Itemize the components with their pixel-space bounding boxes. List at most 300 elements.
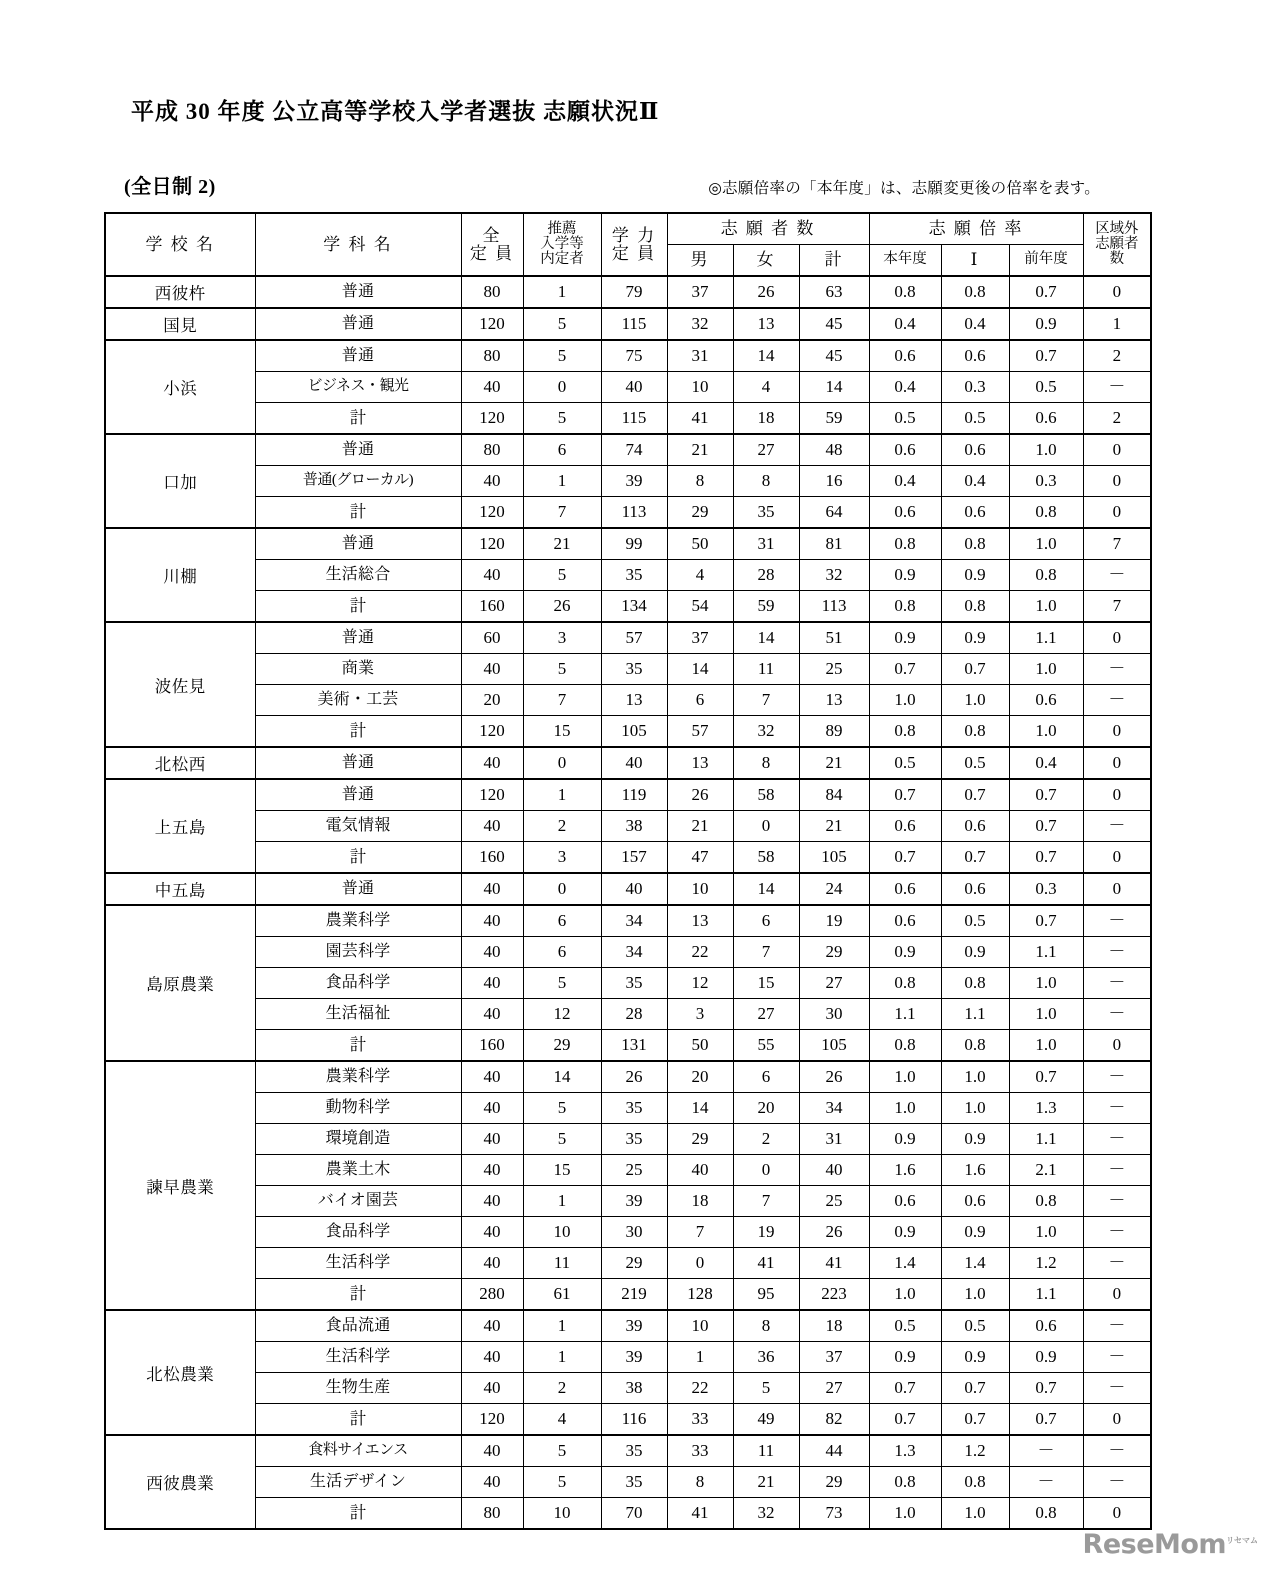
cell-r-one: 0.9 bbox=[941, 937, 1009, 968]
th-male: 男 bbox=[667, 245, 733, 277]
total-cell-male: 128 bbox=[667, 1279, 733, 1311]
cell-total: 120 bbox=[461, 528, 523, 560]
cell-r-now: 1.1 bbox=[869, 999, 941, 1030]
table-row bbox=[105, 811, 1151, 842]
cell-total: 40 bbox=[461, 1435, 523, 1467]
cell-sum: 25 bbox=[799, 654, 869, 685]
cell-r-prev: 1.0 bbox=[1009, 654, 1083, 685]
cell-r-prev: 1.0 bbox=[1009, 528, 1083, 560]
total-cell-sum: 59 bbox=[799, 403, 869, 435]
total-cell-academic: 157 bbox=[601, 842, 667, 874]
cell-r-prev: 0.7 bbox=[1009, 779, 1083, 811]
cell-male: 10 bbox=[667, 873, 733, 905]
cell-sum: 27 bbox=[799, 968, 869, 999]
cell-total: 40 bbox=[461, 1467, 523, 1498]
cell-recommend: 1 bbox=[523, 1310, 601, 1342]
department-name-cell: 農業科学 bbox=[255, 1061, 461, 1093]
total-cell-r-one: 0.7 bbox=[941, 1404, 1009, 1436]
cell-academic: 115 bbox=[601, 308, 667, 340]
total-cell-r-now: 1.0 bbox=[869, 1279, 941, 1311]
cell-female: 31 bbox=[733, 528, 799, 560]
th-outside-line1: 区域外 bbox=[1095, 220, 1139, 237]
cell-r-now: 1.6 bbox=[869, 1155, 941, 1186]
cell-recommend: 15 bbox=[523, 1155, 601, 1186]
cell-r-one: 0.6 bbox=[941, 434, 1009, 466]
table-row bbox=[105, 747, 1151, 779]
cell-male: 37 bbox=[667, 622, 733, 654]
department-name-cell: 普通 bbox=[255, 276, 461, 308]
total-cell-total: 280 bbox=[461, 1279, 523, 1311]
cell-recommend: 5 bbox=[523, 340, 601, 372]
cell-r-one: 1.0 bbox=[941, 685, 1009, 716]
cell-total: 60 bbox=[461, 622, 523, 654]
total-cell-female: 35 bbox=[733, 497, 799, 529]
cell-recommend: 6 bbox=[523, 905, 601, 937]
cell-r-one: 0.9 bbox=[941, 1217, 1009, 1248]
cell-r-prev: 1.0 bbox=[1009, 968, 1083, 999]
total-cell-outside: 0 bbox=[1083, 716, 1151, 748]
cell-sum: 13 bbox=[799, 685, 869, 716]
table-row bbox=[105, 1373, 1151, 1404]
cell-recommend: 5 bbox=[523, 1467, 601, 1498]
cell-recommend: 2 bbox=[523, 811, 601, 842]
cell-academic: 28 bbox=[601, 999, 667, 1030]
total-cell-total: 120 bbox=[461, 497, 523, 529]
cell-r-now: 0.6 bbox=[869, 434, 941, 466]
total-cell-r-prev: 0.7 bbox=[1009, 842, 1083, 874]
department-name-cell: 農業科学 bbox=[255, 905, 461, 937]
cell-outside: － bbox=[1083, 1217, 1151, 1248]
cell-sum: 21 bbox=[799, 747, 869, 779]
cell-sum: 19 bbox=[799, 905, 869, 937]
cell-r-now: 0.9 bbox=[869, 622, 941, 654]
total-cell-outside: 0 bbox=[1083, 497, 1151, 529]
cell-r-prev: 0.7 bbox=[1009, 276, 1083, 308]
total-cell-male: 50 bbox=[667, 1030, 733, 1062]
cell-r-one: 0.4 bbox=[941, 308, 1009, 340]
total-cell-total: 120 bbox=[461, 403, 523, 435]
cell-total: 40 bbox=[461, 1186, 523, 1217]
school-name-label: 北松農業 bbox=[146, 1364, 215, 1384]
th-outside-line2: 志願者 bbox=[1095, 235, 1139, 252]
school-name-cell bbox=[105, 622, 255, 747]
cell-sum: 25 bbox=[799, 1186, 869, 1217]
cell-sum: 29 bbox=[799, 937, 869, 968]
cell-outside: － bbox=[1083, 1248, 1151, 1279]
cell-recommend: 10 bbox=[523, 1217, 601, 1248]
cell-outside: 0 bbox=[1083, 622, 1151, 654]
school-name-label: 西彼杵 bbox=[154, 284, 206, 304]
cell-outside: － bbox=[1083, 905, 1151, 937]
cell-r-prev: 1.1 bbox=[1009, 937, 1083, 968]
total-cell-recommend: 61 bbox=[523, 1279, 601, 1311]
cell-academic: 38 bbox=[601, 811, 667, 842]
total-cell-female: 49 bbox=[733, 1404, 799, 1436]
cell-recommend: 1 bbox=[523, 276, 601, 308]
cell-r-prev: 1.1 bbox=[1009, 1124, 1083, 1155]
cell-r-now: 0.6 bbox=[869, 905, 941, 937]
total-cell-sum: 105 bbox=[799, 842, 869, 874]
school-name-cell bbox=[105, 1310, 255, 1435]
total-cell-r-prev: 1.1 bbox=[1009, 1279, 1083, 1311]
cell-male: 37 bbox=[667, 276, 733, 308]
cell-r-one: 0.8 bbox=[941, 1467, 1009, 1498]
cell-female: 8 bbox=[733, 1310, 799, 1342]
cell-r-one: 0.6 bbox=[941, 873, 1009, 905]
total-cell-r-now: 0.8 bbox=[869, 1030, 941, 1062]
cell-recommend: 14 bbox=[523, 1061, 601, 1093]
total-cell-recommend: 3 bbox=[523, 842, 601, 874]
total-label-cell: 計 bbox=[255, 403, 461, 435]
cell-male: 10 bbox=[667, 372, 733, 403]
th-recommend bbox=[523, 213, 601, 276]
cell-outside: － bbox=[1083, 1342, 1151, 1373]
cell-r-now: 1.0 bbox=[869, 1061, 941, 1093]
cell-r-one: 0.4 bbox=[941, 466, 1009, 497]
total-cell-academic: 219 bbox=[601, 1279, 667, 1311]
total-cell-male: 41 bbox=[667, 403, 733, 435]
total-cell-r-prev: 0.7 bbox=[1009, 1404, 1083, 1436]
cell-female: 14 bbox=[733, 622, 799, 654]
cell-sum: 63 bbox=[799, 276, 869, 308]
cell-academic: 35 bbox=[601, 1093, 667, 1124]
cell-outside: 1 bbox=[1083, 308, 1151, 340]
cell-r-now: 0.6 bbox=[869, 811, 941, 842]
cell-sum: 21 bbox=[799, 811, 869, 842]
cell-r-prev: 0.6 bbox=[1009, 685, 1083, 716]
total-label-cell: 計 bbox=[255, 1030, 461, 1062]
table-total-row bbox=[105, 497, 1151, 529]
cell-r-now: 0.7 bbox=[869, 654, 941, 685]
cell-female: 8 bbox=[733, 747, 799, 779]
total-label-cell: 計 bbox=[255, 1279, 461, 1311]
table-row bbox=[105, 685, 1151, 716]
cell-total: 80 bbox=[461, 276, 523, 308]
cell-female: 7 bbox=[733, 685, 799, 716]
cell-r-one: 1.4 bbox=[941, 1248, 1009, 1279]
cell-r-prev: 0.3 bbox=[1009, 873, 1083, 905]
cell-academic: 30 bbox=[601, 1217, 667, 1248]
cell-total: 40 bbox=[461, 1342, 523, 1373]
total-cell-r-one: 1.0 bbox=[941, 1279, 1009, 1311]
cell-outside: 0 bbox=[1083, 466, 1151, 497]
cell-sum: 16 bbox=[799, 466, 869, 497]
cell-sum: 48 bbox=[799, 434, 869, 466]
cell-r-now: 1.4 bbox=[869, 1248, 941, 1279]
cell-recommend: 2 bbox=[523, 1373, 601, 1404]
cell-r-now: 0.8 bbox=[869, 528, 941, 560]
cell-r-one: 1.6 bbox=[941, 1155, 1009, 1186]
cell-r-now: 0.7 bbox=[869, 779, 941, 811]
department-name-cell: 普通 bbox=[255, 308, 461, 340]
school-name-label: 北松西 bbox=[154, 755, 206, 775]
cell-outside: － bbox=[1083, 1061, 1151, 1093]
total-cell-male: 41 bbox=[667, 1498, 733, 1530]
cell-female: 7 bbox=[733, 1186, 799, 1217]
cell-male: 12 bbox=[667, 968, 733, 999]
cell-r-prev: 1.0 bbox=[1009, 434, 1083, 466]
total-label-cell: 計 bbox=[255, 497, 461, 529]
cell-male: 14 bbox=[667, 1093, 733, 1124]
total-cell-academic: 116 bbox=[601, 1404, 667, 1436]
total-cell-female: 59 bbox=[733, 591, 799, 623]
school-name-label: 島原農業 bbox=[146, 975, 215, 995]
cell-academic: 35 bbox=[601, 1124, 667, 1155]
cell-total: 40 bbox=[461, 1061, 523, 1093]
cell-academic: 35 bbox=[601, 968, 667, 999]
cell-r-prev: 0.7 bbox=[1009, 811, 1083, 842]
school-name-label: 小浜 bbox=[163, 379, 198, 399]
cell-recommend: 6 bbox=[523, 434, 601, 466]
cell-male: 26 bbox=[667, 779, 733, 811]
cell-male: 14 bbox=[667, 654, 733, 685]
cell-recommend: 5 bbox=[523, 308, 601, 340]
cell-r-one: 0.9 bbox=[941, 560, 1009, 591]
total-cell-female: 95 bbox=[733, 1279, 799, 1311]
total-cell-r-now: 0.7 bbox=[869, 1404, 941, 1436]
cell-academic: 74 bbox=[601, 434, 667, 466]
table-total-row bbox=[105, 1404, 1151, 1436]
total-cell-outside: 7 bbox=[1083, 591, 1151, 623]
th-department: 学 科 名 bbox=[255, 213, 461, 276]
th-school: 学 校 名 bbox=[105, 213, 255, 276]
total-cell-recommend: 10 bbox=[523, 1498, 601, 1530]
table-row bbox=[105, 308, 1151, 340]
watermark-mark: リセマム bbox=[1226, 1536, 1258, 1545]
resemom-watermark bbox=[1083, 1529, 1258, 1560]
cell-female: 5 bbox=[733, 1373, 799, 1404]
cell-r-now: 0.4 bbox=[869, 466, 941, 497]
cell-r-now: 0.7 bbox=[869, 1373, 941, 1404]
th-recommend-line3: 内定者 bbox=[540, 251, 584, 268]
department-name-cell: 園芸科学 bbox=[255, 937, 461, 968]
cell-outside: － bbox=[1083, 999, 1151, 1030]
cell-academic: 39 bbox=[601, 1310, 667, 1342]
department-name-cell: 美術・工芸 bbox=[255, 685, 461, 716]
cell-recommend: 5 bbox=[523, 1124, 601, 1155]
cell-recommend: 1 bbox=[523, 1186, 601, 1217]
cell-female: 21 bbox=[733, 1467, 799, 1498]
department-name-cell: 普通 bbox=[255, 747, 461, 779]
school-name-cell bbox=[105, 340, 255, 434]
cell-r-prev: 0.7 bbox=[1009, 340, 1083, 372]
total-cell-female: 32 bbox=[733, 716, 799, 748]
school-name-cell bbox=[105, 873, 255, 905]
cell-male: 8 bbox=[667, 466, 733, 497]
ratio-note: ◎志願倍率の「本年度」は、志願変更後の倍率を表す。 bbox=[708, 180, 1100, 197]
cell-total: 40 bbox=[461, 873, 523, 905]
total-cell-academic: 70 bbox=[601, 1498, 667, 1530]
table-total-row bbox=[105, 842, 1151, 874]
table-total-row bbox=[105, 591, 1151, 623]
table-row bbox=[105, 1155, 1151, 1186]
th-ratio-current: 本年度 bbox=[869, 245, 941, 277]
cell-r-now: 0.6 bbox=[869, 873, 941, 905]
cell-r-now: 1.0 bbox=[869, 685, 941, 716]
header-row-top bbox=[105, 213, 1151, 245]
cell-female: 6 bbox=[733, 905, 799, 937]
cell-r-prev: 0.7 bbox=[1009, 905, 1083, 937]
total-label-cell: 計 bbox=[255, 591, 461, 623]
department-name-cell: 普通 bbox=[255, 622, 461, 654]
cell-male: 22 bbox=[667, 937, 733, 968]
cell-total: 40 bbox=[461, 1093, 523, 1124]
total-cell-academic: 134 bbox=[601, 591, 667, 623]
th-academic-capacity bbox=[601, 213, 667, 276]
cell-r-now: 1.3 bbox=[869, 1435, 941, 1467]
table-row bbox=[105, 622, 1151, 654]
th-recommend-line1: 推薦 bbox=[547, 220, 577, 237]
cell-female: 26 bbox=[733, 276, 799, 308]
cell-sum: 81 bbox=[799, 528, 869, 560]
total-cell-total: 120 bbox=[461, 716, 523, 748]
cell-sum: 84 bbox=[799, 779, 869, 811]
cell-sum: 31 bbox=[799, 1124, 869, 1155]
cell-male: 13 bbox=[667, 747, 733, 779]
cell-academic: 29 bbox=[601, 1248, 667, 1279]
cell-female: 20 bbox=[733, 1093, 799, 1124]
department-name-cell: 生活デザイン bbox=[255, 1467, 461, 1498]
school-name-cell bbox=[105, 905, 255, 1061]
total-cell-r-prev: 1.0 bbox=[1009, 716, 1083, 748]
cell-r-now: 0.5 bbox=[869, 747, 941, 779]
cell-sum: 44 bbox=[799, 1435, 869, 1467]
th-capacity-total bbox=[461, 213, 523, 276]
cell-r-one: 0.6 bbox=[941, 1186, 1009, 1217]
cell-recommend: 12 bbox=[523, 999, 601, 1030]
cell-r-now: 0.9 bbox=[869, 1124, 941, 1155]
cell-outside: 2 bbox=[1083, 340, 1151, 372]
cell-academic: 25 bbox=[601, 1155, 667, 1186]
cell-outside: － bbox=[1083, 654, 1151, 685]
table-row bbox=[105, 1342, 1151, 1373]
cell-female: 6 bbox=[733, 1061, 799, 1093]
cell-outside: 0 bbox=[1083, 747, 1151, 779]
cell-r-one: 0.7 bbox=[941, 654, 1009, 685]
total-cell-female: 32 bbox=[733, 1498, 799, 1530]
cell-male: 13 bbox=[667, 905, 733, 937]
department-name-cell: 食料サイエンス bbox=[255, 1435, 461, 1467]
table-total-row bbox=[105, 1498, 1151, 1530]
cell-total: 40 bbox=[461, 372, 523, 403]
cell-sum: 24 bbox=[799, 873, 869, 905]
department-name-cell: 普通(グローカル) bbox=[255, 466, 461, 497]
cell-total: 40 bbox=[461, 1124, 523, 1155]
cell-female: 19 bbox=[733, 1217, 799, 1248]
cell-r-one: 0.5 bbox=[941, 747, 1009, 779]
department-name-cell: 食品流通 bbox=[255, 1310, 461, 1342]
cell-female: 14 bbox=[733, 340, 799, 372]
table-row bbox=[105, 1310, 1151, 1342]
total-cell-r-one: 0.8 bbox=[941, 1030, 1009, 1062]
total-cell-r-prev: 1.0 bbox=[1009, 1030, 1083, 1062]
cell-outside: － bbox=[1083, 1435, 1151, 1467]
th-academic-line1: 学 力 bbox=[611, 225, 657, 245]
th-capacity-total-line2: 定 員 bbox=[469, 243, 515, 263]
school-name-cell bbox=[105, 276, 255, 308]
cell-sum: 41 bbox=[799, 1248, 869, 1279]
total-label-cell: 計 bbox=[255, 1404, 461, 1436]
department-name-cell: 生活総合 bbox=[255, 560, 461, 591]
cell-female: 27 bbox=[733, 434, 799, 466]
department-name-cell: 食品科学 bbox=[255, 968, 461, 999]
school-name-cell bbox=[105, 1061, 255, 1310]
total-cell-total: 160 bbox=[461, 842, 523, 874]
cell-female: 8 bbox=[733, 466, 799, 497]
cell-sum: 29 bbox=[799, 1467, 869, 1498]
total-cell-outside: 0 bbox=[1083, 1030, 1151, 1062]
table-row bbox=[105, 560, 1151, 591]
total-cell-sum: 113 bbox=[799, 591, 869, 623]
total-cell-r-one: 0.5 bbox=[941, 403, 1009, 435]
table-total-row bbox=[105, 403, 1151, 435]
cell-total: 40 bbox=[461, 1373, 523, 1404]
department-name-cell: 電気情報 bbox=[255, 811, 461, 842]
cell-r-prev: 1.0 bbox=[1009, 1217, 1083, 1248]
cell-total: 40 bbox=[461, 1310, 523, 1342]
cell-r-prev: 1.3 bbox=[1009, 1093, 1083, 1124]
table-row bbox=[105, 999, 1151, 1030]
cell-r-prev: 0.9 bbox=[1009, 308, 1083, 340]
cell-r-now: 0.8 bbox=[869, 968, 941, 999]
department-name-cell: 食品科学 bbox=[255, 1217, 461, 1248]
cell-total: 40 bbox=[461, 937, 523, 968]
cell-academic: 75 bbox=[601, 340, 667, 372]
cell-female: 0 bbox=[733, 811, 799, 842]
total-cell-male: 47 bbox=[667, 842, 733, 874]
cell-female: 4 bbox=[733, 372, 799, 403]
cell-male: 8 bbox=[667, 1467, 733, 1498]
cell-female: 36 bbox=[733, 1342, 799, 1373]
total-label-cell: 計 bbox=[255, 716, 461, 748]
school-name-cell bbox=[105, 434, 255, 528]
cell-r-one: 0.5 bbox=[941, 1310, 1009, 1342]
table-row bbox=[105, 1186, 1151, 1217]
cell-total: 40 bbox=[461, 1155, 523, 1186]
total-cell-r-prev: 1.0 bbox=[1009, 591, 1083, 623]
cell-female: 11 bbox=[733, 654, 799, 685]
cell-male: 0 bbox=[667, 1248, 733, 1279]
cell-male: 29 bbox=[667, 1124, 733, 1155]
total-cell-academic: 113 bbox=[601, 497, 667, 529]
cell-recommend: 11 bbox=[523, 1248, 601, 1279]
total-cell-male: 33 bbox=[667, 1404, 733, 1436]
cell-outside: － bbox=[1083, 811, 1151, 842]
total-cell-recommend: 15 bbox=[523, 716, 601, 748]
cell-academic: 35 bbox=[601, 654, 667, 685]
cell-academic: 39 bbox=[601, 1186, 667, 1217]
th-ratio-previous: 前年度 bbox=[1009, 245, 1083, 277]
total-cell-recommend: 26 bbox=[523, 591, 601, 623]
total-label-cell: 計 bbox=[255, 842, 461, 874]
table-row bbox=[105, 654, 1151, 685]
cell-total: 40 bbox=[461, 1248, 523, 1279]
school-name-label: 口加 bbox=[163, 473, 198, 493]
department-name-cell: 動物科学 bbox=[255, 1093, 461, 1124]
cell-recommend: 5 bbox=[523, 968, 601, 999]
cell-female: 58 bbox=[733, 779, 799, 811]
total-cell-outside: 2 bbox=[1083, 403, 1151, 435]
department-name-cell: 生活福祉 bbox=[255, 999, 461, 1030]
cell-r-prev: 0.7 bbox=[1009, 1061, 1083, 1093]
total-cell-total: 160 bbox=[461, 591, 523, 623]
school-name-cell bbox=[105, 528, 255, 622]
total-cell-sum: 64 bbox=[799, 497, 869, 529]
applications-table bbox=[104, 212, 1152, 1530]
total-cell-r-now: 0.6 bbox=[869, 497, 941, 529]
cell-recommend: 1 bbox=[523, 466, 601, 497]
cell-male: 22 bbox=[667, 1373, 733, 1404]
